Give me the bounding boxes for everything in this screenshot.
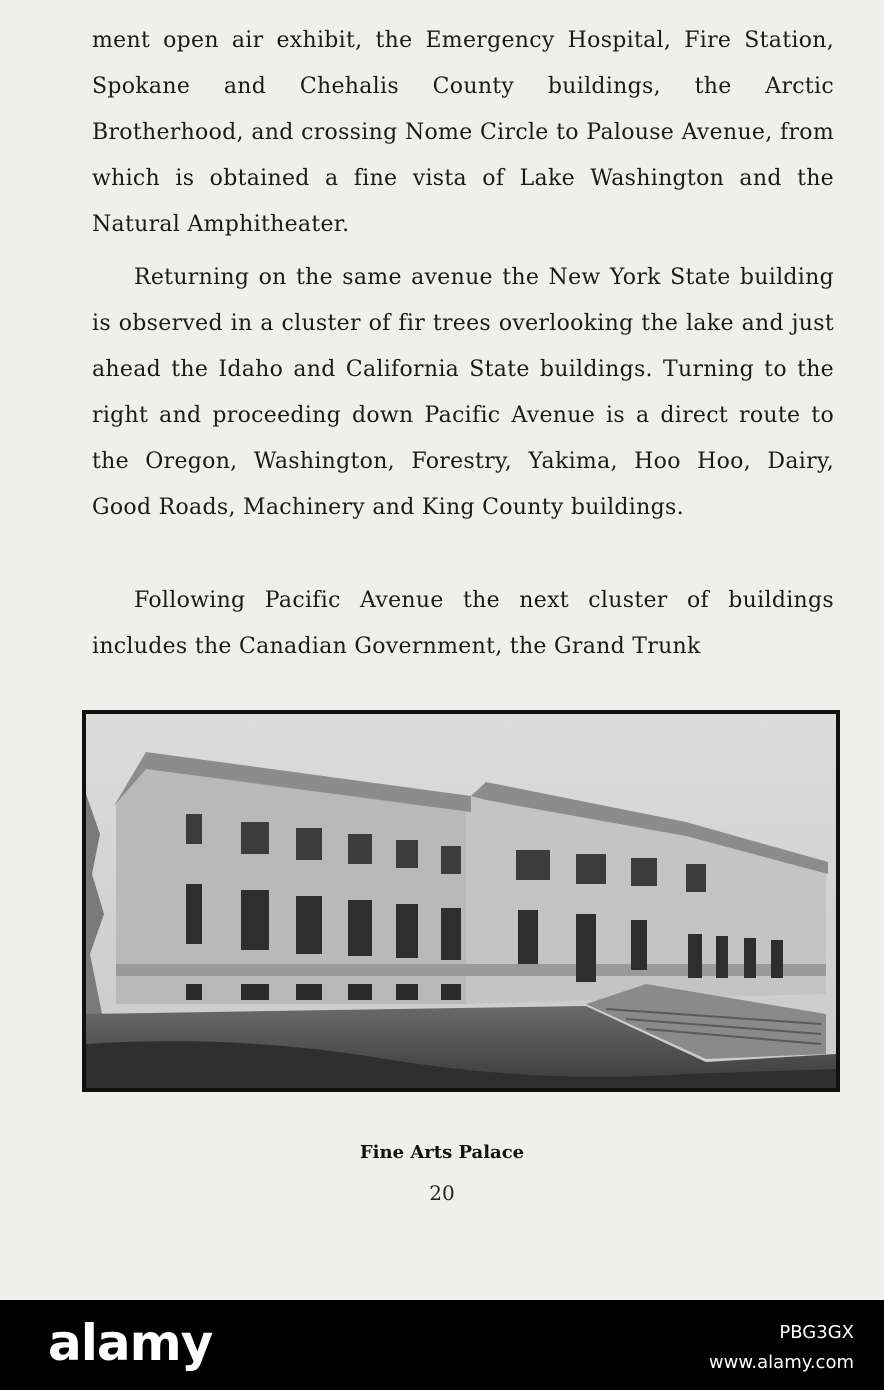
paragraph-2: Returning on the same avenue the New York State building is observed in a cluster of fir trees overlooking the lake and just ahead the Idaho and California State buildings. Turning to the right and proceeding down Pacific Avenue is a direct route to the Oregon, Washington, Forestry, Yakima, Hoo Hoo, Dairy, Good Roads, Machinery and King County buildings.: [92, 265, 834, 520]
paragraph-1: ment open air exhibit, the Emergency Hospital, Fire Station, Spokane and Chehalis County buildings, the Arctic Brotherhood, and crossing Nome Circle to Palouse Avenue, from which is obtained a fine vista of Lake Washington and the Natural Amphitheater.: [92, 28, 834, 237]
figure-caption: Fine Arts Palace: [359, 1142, 525, 1163]
watermark-footer: [0, 1300, 884, 1390]
fine-arts-palace-image: [86, 714, 836, 1088]
image-id: PBG3GX: [779, 1322, 854, 1343]
building-photograph: [82, 710, 840, 1092]
page-number: 20: [429, 1181, 455, 1205]
alamy-logo: alamy: [48, 1314, 213, 1372]
paragraph-3: Following Pacific Avenue the next cluster of buildings includes the Canadian Government, the Grand Trunk: [92, 588, 834, 659]
site-url: www.alamy.com: [708, 1352, 854, 1373]
